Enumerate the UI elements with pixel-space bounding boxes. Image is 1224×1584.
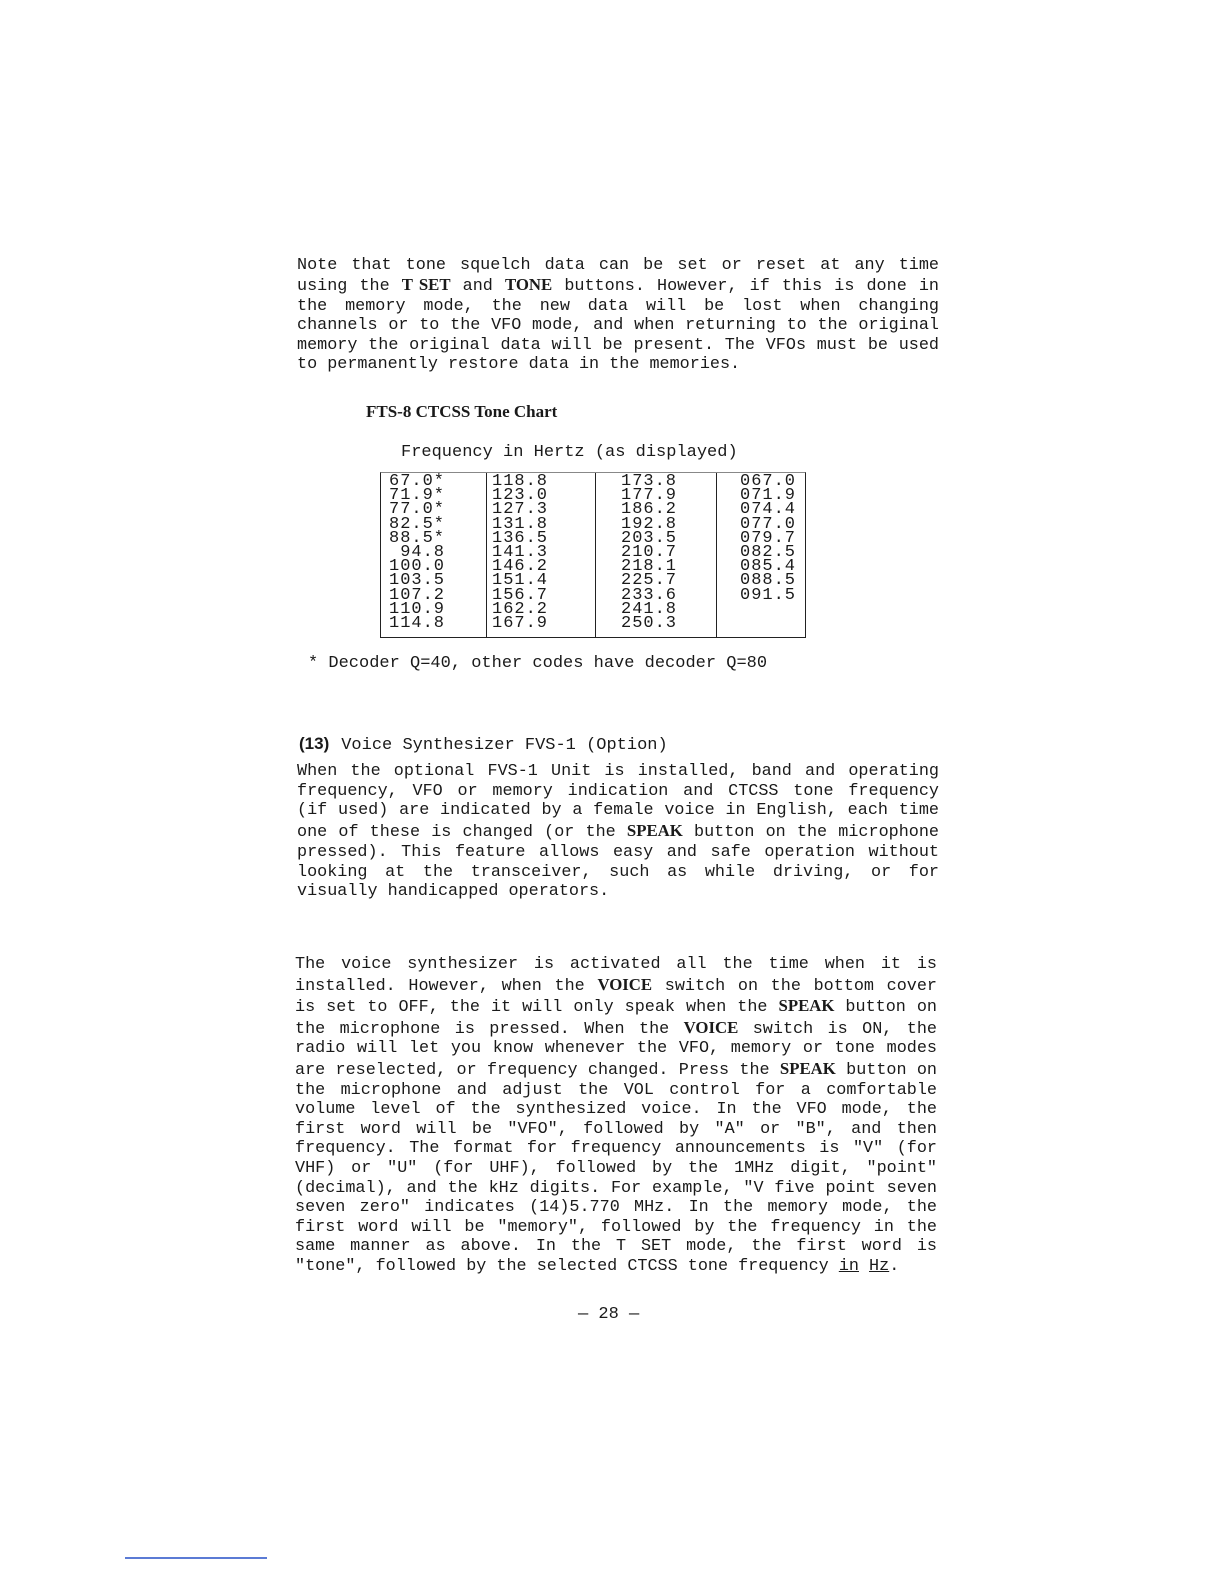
tone-value: 203.5 bbox=[621, 528, 678, 548]
tone-value: 118.8 bbox=[492, 472, 549, 491]
page-number: — 28 — bbox=[578, 1305, 640, 1324]
ctcss-tone-table bbox=[380, 472, 806, 638]
chart-title: FTS-8 CTCSS Tone Chart bbox=[366, 402, 558, 421]
intro-text-2: and bbox=[450, 277, 505, 297]
tone-value: 127.3 bbox=[492, 500, 549, 520]
tone-value: 225.7 bbox=[621, 571, 678, 591]
tone-value: 82.5* bbox=[389, 514, 446, 534]
section-title: Voice Synthesizer FVS-1 (Option) bbox=[341, 736, 668, 755]
tone-value: 77.0* bbox=[389, 500, 446, 520]
tone-value: 241.8 bbox=[621, 599, 678, 619]
speak-button-ref: SPEAK bbox=[779, 1058, 836, 1078]
voice2-text-2: switch on the bottom cover is set to OFF, the it will only speak when the bbox=[295, 976, 938, 1018]
section-heading bbox=[299, 734, 668, 755]
tone-value: 141.3 bbox=[492, 543, 549, 563]
tone-value: 103.5 bbox=[389, 571, 446, 591]
tone-value: 250.3 bbox=[621, 614, 678, 634]
tone-value: 067.0 bbox=[740, 472, 797, 491]
tone-value: 114.8 bbox=[389, 614, 446, 634]
tone-value: 88.5* bbox=[389, 528, 446, 548]
chart-footnote: * Decoder Q=40, other codes have decoder Q=80 bbox=[308, 654, 768, 673]
voice-switch-ref: VOICE bbox=[683, 1017, 739, 1037]
underlined-in: in bbox=[838, 1256, 859, 1276]
tone-value: 71.9* bbox=[389, 486, 446, 506]
tone-value: 67.0* bbox=[389, 472, 446, 491]
speak-button-ref: SPEAK bbox=[778, 996, 835, 1016]
tone-value: 107.2 bbox=[389, 585, 446, 605]
tone-value: 94.8 bbox=[389, 543, 446, 563]
voice-paragraph-1 bbox=[297, 762, 939, 902]
tone-value: 110.9 bbox=[389, 599, 446, 619]
tone-value: 167.9 bbox=[492, 614, 549, 634]
tone-value: 079.7 bbox=[740, 528, 797, 548]
tone-value: 162.2 bbox=[492, 599, 549, 619]
tone-column-4 bbox=[716, 473, 805, 637]
tone-value: 233.6 bbox=[621, 585, 678, 605]
tone-column-2 bbox=[486, 473, 595, 637]
voice1-text-2: button on the microphone pressed). This feature allows easy and safe operation without looking at the transceiver, such as while driving, or for visually handicapped operators. bbox=[297, 823, 939, 902]
tone-value: 088.5 bbox=[740, 571, 797, 591]
tone-value: 085.4 bbox=[740, 557, 797, 577]
edge-line bbox=[125, 1557, 267, 1559]
tone-value: 186.2 bbox=[621, 500, 678, 520]
voice1-text-1: When the optional FVS-1 Unit is installed, band and operating frequency, VFO or memory indication and CTCSS tone frequency (if used) are indicated by a female voice in English, each time one of these is changed (or the bbox=[297, 762, 939, 843]
tone-value: 146.2 bbox=[492, 557, 549, 577]
intro-text-3: buttons. However, if this is done in the memory mode, the new data will be lost when changing channels or to the VFO mode, and when returning to the original memory the original data will be present. The VFOs must be used to permanently restore data in the memories. bbox=[297, 277, 939, 375]
tone-value: 082.5 bbox=[740, 543, 797, 563]
tone-value: 210.7 bbox=[621, 543, 678, 563]
chart-subtitle: Frequency in Hertz (as displayed) bbox=[401, 443, 738, 462]
tone-value: 192.8 bbox=[621, 514, 678, 534]
tone-column-3 bbox=[595, 473, 716, 637]
t-set-button-ref: T SET bbox=[401, 275, 451, 295]
voice2-text-end: . bbox=[889, 1256, 900, 1276]
tone-value: 177.9 bbox=[621, 486, 678, 506]
tone-value: 091.5 bbox=[740, 585, 797, 605]
tone-value: 100.0 bbox=[389, 557, 446, 577]
voice-paragraph-2 bbox=[295, 955, 937, 1277]
tone-value: 173.8 bbox=[621, 472, 678, 491]
voice2-text-3: button on the microphone is pressed. When the bbox=[295, 998, 937, 1039]
tone-value: 131.8 bbox=[492, 514, 549, 534]
tone-value: 077.0 bbox=[740, 514, 797, 534]
tone-value: 074.4 bbox=[740, 500, 797, 520]
voice2-text-5: button on the microphone and adjust the VOL control for a comfortable volume level of the synthesized voice. In the VFO mode, the first word will be "VFO", followed by "A" or "B", and then frequency. The format for frequency announcements is "V" (for VHF) or "U" (for UHF), followed by the 1MHz digit, "point" (decimal), and the kHz digits. For example, "V five point seven seven zero" indicates (14)5.770 MHz. In the memory mode, the first word will be "memory", followed by the frequency in the same manner as above. In the T SET mode, the first word is "tone", followed by the selected CTCSS tone frequency bbox=[295, 1060, 937, 1276]
tone-value: 136.5 bbox=[492, 528, 549, 548]
tone-value: 218.1 bbox=[621, 557, 678, 577]
voice2-space bbox=[859, 1257, 869, 1276]
tone-value: 151.4 bbox=[492, 571, 549, 591]
section-number: (13) bbox=[299, 734, 330, 753]
voice-switch-ref: VOICE bbox=[597, 974, 653, 994]
underlined-hz: Hz bbox=[869, 1256, 890, 1276]
voice2-text-4: switch is ON, the radio will let you know whenever the VFO, memory or tone modes are reselected, or frequency changed. Press the bbox=[295, 1019, 937, 1080]
speak-button-ref: SPEAK bbox=[626, 821, 683, 841]
intro-text-1: Note that tone squelch data can be set or reset at any time using the bbox=[297, 256, 939, 297]
tone-button-ref: TONE bbox=[504, 275, 553, 295]
tone-column-1 bbox=[381, 473, 486, 637]
tone-value: 123.0 bbox=[492, 486, 549, 506]
tone-value: 071.9 bbox=[740, 486, 797, 506]
intro-paragraph bbox=[297, 256, 939, 374]
tone-value: 156.7 bbox=[492, 585, 549, 605]
voice2-text-1: The voice synthesizer is activated all the time when it is installed. However, when the bbox=[295, 955, 937, 996]
